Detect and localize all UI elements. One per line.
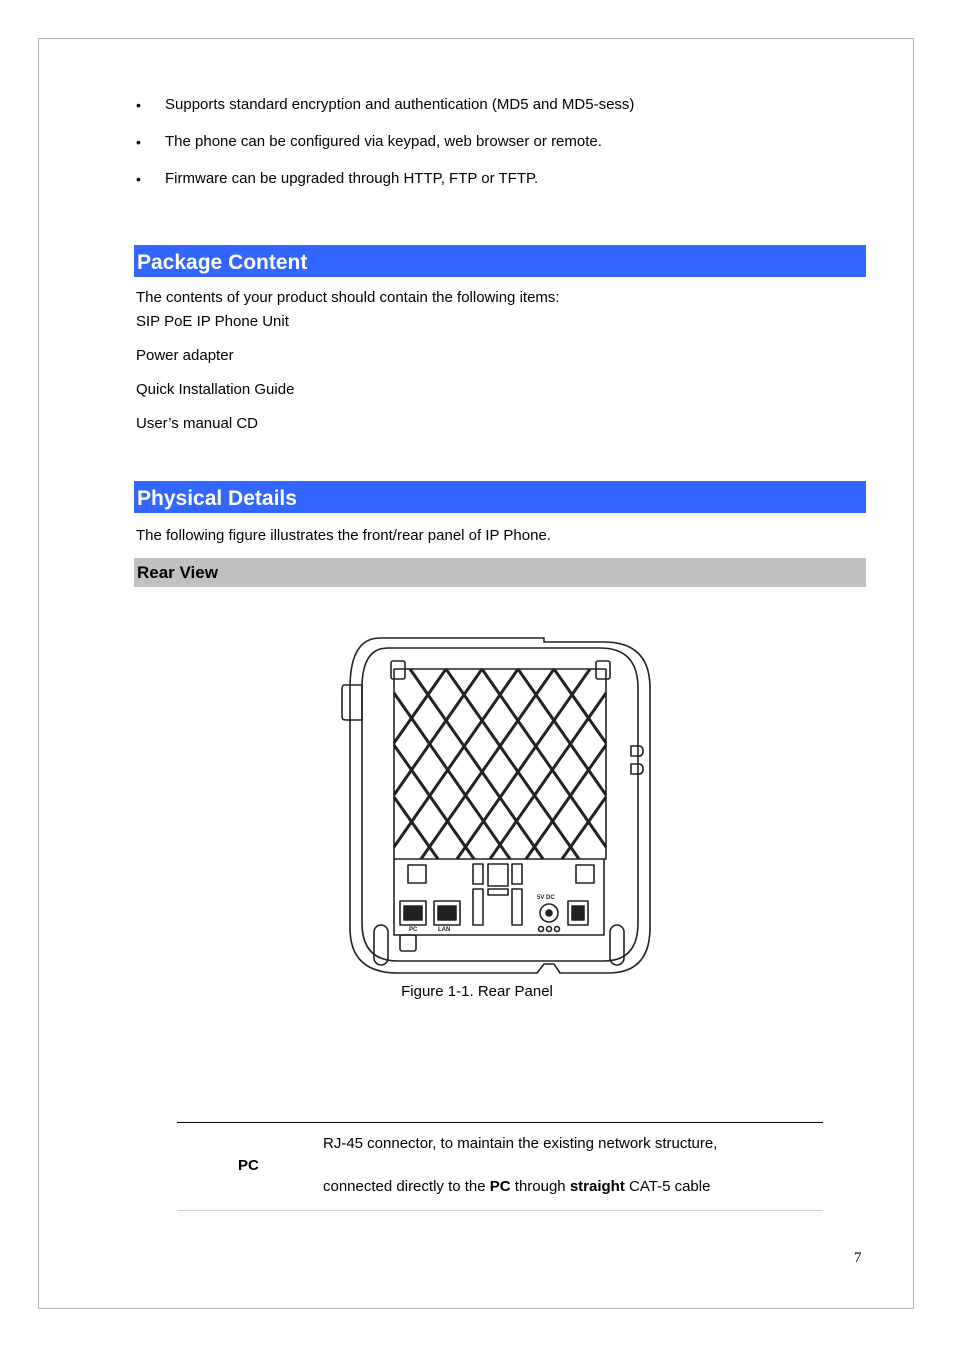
- pc-port-label: PC: [409, 927, 418, 933]
- list-item: • Supports standard encryption and authentication (MD5 and MD5-sess): [136, 95, 634, 132]
- dc-port-label: 5V DC: [537, 895, 555, 901]
- package-item: User’s manual CD: [136, 415, 258, 432]
- package-item: Quick Installation Guide: [136, 381, 295, 398]
- lan-port-label: LAN: [438, 927, 451, 933]
- list-item: • Firmware can be upgraded through HTTP, FTP or TFTP.: [136, 169, 634, 206]
- table-row-desc-line1: RJ-45 connector, to maintain the existing network structure,: [323, 1135, 718, 1152]
- list-item: • The phone can be configured via keypad, web browser or remote.: [136, 132, 634, 169]
- table-bottom-rule: [177, 1210, 823, 1211]
- table-top-rule: [177, 1122, 823, 1123]
- desc-text: through: [510, 1178, 570, 1195]
- desc-text: connected directly to the: [323, 1178, 490, 1195]
- table-row-desc-line2: [323, 1178, 710, 1195]
- rear-view-heading: Rear View: [134, 558, 866, 587]
- package-item: SIP PoE IP Phone Unit: [136, 313, 289, 330]
- physical-intro: The following figure illustrates the front/rear panel of IP Phone.: [136, 527, 551, 544]
- table-row-label: PC: [238, 1157, 259, 1174]
- desc-text: CAT-5 cable: [624, 1178, 711, 1195]
- desc-bold-straight: straight: [569, 1178, 625, 1195]
- physical-details-heading: Physical Details: [134, 481, 866, 513]
- package-item: Power adapter: [136, 347, 234, 364]
- desc-bold-pc: PC: [489, 1178, 511, 1195]
- feature-list: [136, 95, 634, 206]
- package-intro: The contents of your product should contain the following items:: [136, 289, 560, 306]
- rear-panel-figure: [338, 633, 660, 978]
- page-number: 7: [854, 1250, 862, 1266]
- package-content-heading: Package Content: [134, 245, 866, 277]
- figure-caption: Figure 1-1. Rear Panel: [401, 983, 553, 1000]
